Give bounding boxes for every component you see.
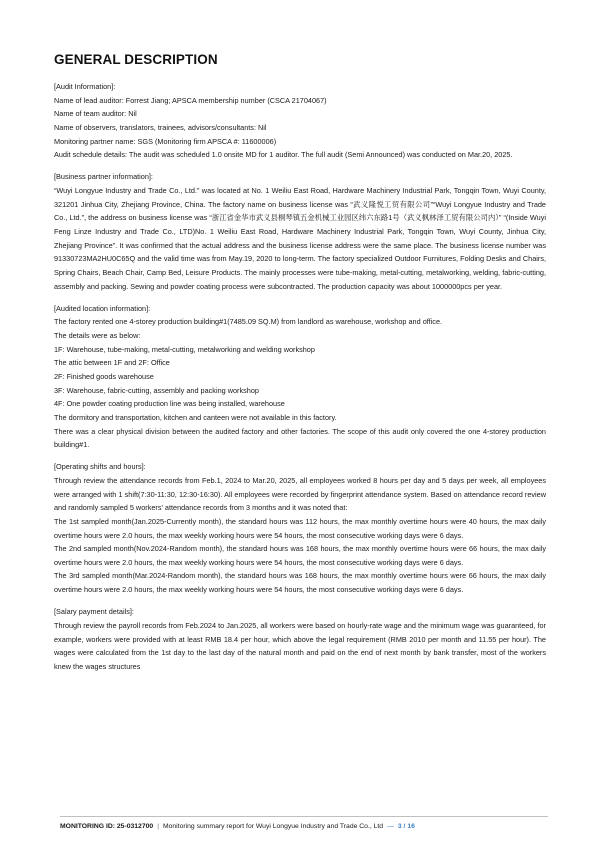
report-title: Monitoring summary report for Wuyi Longyue Industry and Trade Co., Ltd bbox=[162, 823, 384, 830]
audited-location-section bbox=[54, 302, 546, 452]
audit-schedule-paragraph: Audit schedule details: The audit was scheduled 1.0 onsite MD for 1 auditor. The full audit (Semi Announced) was conducted on Mar.20, 2025. bbox=[54, 150, 513, 160]
salary-payment-section bbox=[54, 605, 546, 673]
location-line: 1F: Warehouse, tube-making, metal-cutting, metalworking and welding workshop bbox=[54, 344, 315, 354]
team-auditor-line: Name of team auditor: Nil bbox=[54, 109, 137, 119]
location-line: 4F: One powder coating production line was being installed, warehouse bbox=[54, 399, 285, 409]
location-line: The details were as below: bbox=[54, 330, 141, 340]
location-line: The dormitory and transportation, kitchen and canteen were not available in this factory. bbox=[54, 412, 337, 422]
sampled-month-paragraph: The 1st sampled month(Jan.2025-Currently month), the standard hours was 112 hours, the max monthly overtime hours were 40 hours, the max daily overtime hours were 2.0 hours, the max weekly working hours were 54 hours, the most consecutive working days were 6 days. bbox=[54, 516, 546, 540]
page-title: GENERAL DESCRIPTION bbox=[54, 52, 218, 67]
salary-paragraph: Through review the payroll records from Feb.2024 to Jan.2025, all workers were based on hourly-rate wage and the minimum wage was guaranteed, for example, workers were provided with at least RMB 18.4 per hour, which above the legal requirement (RMB 2010 per month and 11.55 per hour). The wages were calculated from the 1st day to the last day of the natural month and paid on the end of next month by bank transfer, most of the workers knew the wages structures bbox=[54, 620, 546, 671]
document-page bbox=[54, 52, 546, 682]
audit-information-section bbox=[54, 80, 546, 162]
monitoring-id: MONITORING ID: 25-0312700 bbox=[60, 823, 154, 830]
footer-dash: — bbox=[387, 823, 394, 830]
physical-division-paragraph: There was a clear physical division between the audited factory and other factories. The scope of this audit only covered the one 4-storey production building#1. bbox=[54, 426, 546, 450]
lead-auditor-line: Name of lead auditor: Forrest Jiang; APSCA membership number (CSCA 21704067) bbox=[54, 95, 327, 105]
location-line: 2F: Finished goods warehouse bbox=[54, 371, 154, 381]
section-heading: [Audited location information]: bbox=[54, 303, 151, 313]
sampled-month-paragraph: The 3rd sampled month(Mar.2024-Random month), the standard hours was 168 hours, the max monthly overtime hours were 66 hours, the max daily overtime hours were 2.0 hours, the max weekly working hours were 54 hours, the most consecutive working days were 6 days. bbox=[54, 571, 546, 595]
location-line: The factory rented one 4-storey production building#1(7485.09 SQ.M) from landlord as warehouse, workshop and office. bbox=[54, 317, 443, 327]
observers-line: Name of observers, translators, trainees, advisors/consultants: Nil bbox=[54, 122, 267, 132]
business-partner-section bbox=[54, 170, 546, 293]
attendance-paragraph: Through review the attendance records from Feb.1, 2024 to Mar.20, 2025, all employees worked 8 hours per day and 5 days per week, all employees were arranged with 1 shift(7:30-11:30, 12:30-16:30). All employees were recorded by fingerprint attendance system. Based on attendance record review and randomly sampled 5 workers' attendance records from 3 months and it was noted that: bbox=[54, 475, 546, 513]
location-line: The attic between 1F and 2F: Office bbox=[54, 358, 170, 368]
operating-shifts-section bbox=[54, 460, 546, 597]
section-heading: [Audit Information]: bbox=[54, 82, 116, 91]
monitoring-partner-line: Monitoring partner name: SGS (Monitoring firm APSCA #: 11600006) bbox=[54, 136, 277, 146]
section-heading: [Salary payment details]: bbox=[54, 607, 134, 617]
section-heading: [Operating shifts and hours]: bbox=[54, 462, 146, 472]
section-heading: [Business partner information]: bbox=[54, 172, 153, 182]
page-footer bbox=[60, 816, 548, 837]
business-partner-paragraph: “Wuyi Longyue Industry and Trade Co., Ltd.” was located at No. 1 Weiliu East Road, Hardware Machinery Industrial Park, Tongqin Town, Wuyi County, 321201 Jinhua City, Zhejiang Province, China. The factory name on business license was “武义隆悦工贸有限公司”“Wuyi Longyue Industry and Trade Co., Ltd.”, the address on business license was “浙江省金华市武义县桐琴镇五金机械工业园区纬六东路1号（武义枫林泽工贸有限公司内）” “(Inside Wuyi Feng Linze Industry and Trade Co., LTD)No. 1 Weiliu East Road, Hardware Machinery Industrial Park, Tongqin Town, Wuyi County, Jinhua City, Zhejiang Province”. It was confirmed that the actual address and the business license address were the same place. The business license number was 91330723MA2HU0C65Q and the valid time was from May.19, 2020 to long-term. The factory specialized Outdoor Furnitures, Folding Desks and Chairs, Spring Chairs, Beach Chair, Camp Bed, Leisure Products. The mainly processes were tube-making, metal-cutting, metalworking, welding, fabric-cutting, assembly and packing. Sewing and powder coating process were subcontracted. The production capacity was about 1000000pcs per year. bbox=[54, 185, 546, 291]
sampled-month-paragraph: The 2nd sampled month(Nov.2024-Random month), the standard hours was 168 hours, the max monthly overtime hours were 66 hours, the max daily overtime hours were 2.0 hours, the max weekly working hours were 54 hours, the most consecutive working days were 6 days. bbox=[54, 544, 546, 567]
location-line: 3F: Warehouse, fabric-cutting, assembly and packing workshop bbox=[54, 385, 259, 395]
footer-separator: | bbox=[157, 823, 159, 830]
page-number: 3 / 16 bbox=[397, 823, 415, 830]
